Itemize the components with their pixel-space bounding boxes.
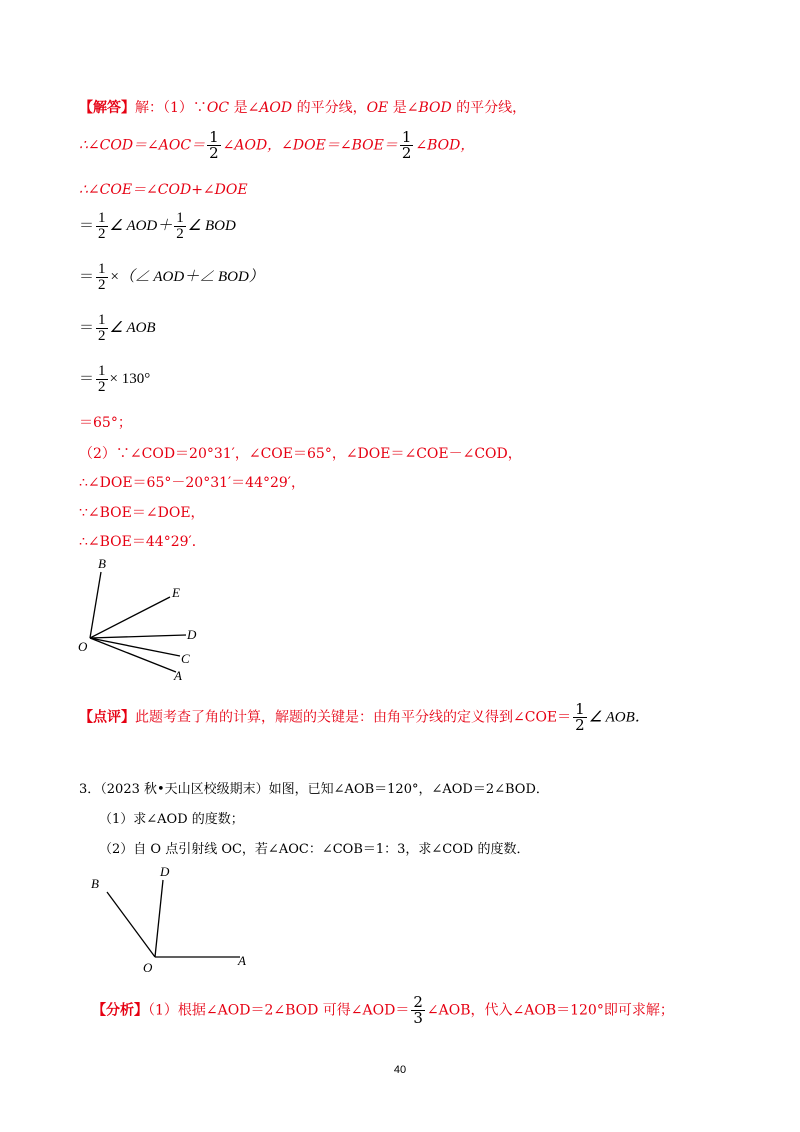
question-3-part-1: （1）求∠AOD 的度数； [99, 812, 244, 827]
point-label-o: O [143, 960, 153, 975]
point-label-d: D [187, 627, 197, 642]
angle-figure-1 [70, 555, 220, 690]
solution-line-12: ∴∠BOE＝44°29′． [79, 534, 206, 550]
solution-tag: 【解答】 [79, 100, 135, 116]
point-label-c: C [181, 651, 190, 666]
solution-line-9: （2）∵∠COD＝20°31′，∠COE＝65°，∠DOE＝∠COE－∠COD， [79, 446, 522, 462]
solution-line-6: ＝ $\frac{1}{2}$ ∠ AOB [79, 312, 156, 344]
point-label-a: A [174, 668, 182, 683]
question-3-part-2: （2）自 O 点引射线 OC，若∠AOC：∠COB＝1：3，求∠COD 的度数． [99, 842, 530, 857]
question-number: 3． [79, 782, 101, 797]
point-label-e: E [172, 585, 180, 600]
solution-line-2: ∴∠COD＝∠AOC＝ $\frac{1}{2}$ ∠AOD，∠DOE＝∠BOE＝ $\frac{1}{2}$ ∠BOD， [79, 128, 475, 162]
analysis-tag: 【分析】 [92, 1002, 148, 1019]
solution-line-8: ＝65°； [79, 415, 132, 431]
comment-line: 【点评】此题考查了角的计算，解题的关键是：由角平分线的定义得到∠COE＝ $\frac{1}{2}$ ∠ AOB． [79, 700, 650, 734]
point-label-o: O [78, 639, 88, 654]
solution-line-5: ＝ $\frac{1}{2}$ ×（∠ AOD＋∠ BOD） [79, 261, 264, 293]
point-label-b: B [98, 556, 106, 571]
point-label-b: B [91, 876, 99, 891]
angle-figure-2 [85, 860, 265, 980]
page-number: 40 [393, 1064, 407, 1076]
solution-line-4: ＝ $\frac{1}{2}$ ∠ AOD＋ $\frac{1}{2}$ ∠ BOD [79, 210, 236, 242]
comment-tag: 【点评】 [79, 709, 135, 726]
point-label-a: A [238, 953, 246, 968]
solution-line-1: 【解答】解：（1）∵OC 是∠AOD 的平分线，OE 是∠BOD 的平分线， [79, 100, 527, 116]
analysis-line: 【分析】（1）根据∠AOD＝2∠BOD 可得∠AOD＝ $\frac{2}{3}$ ∠AOB，代入∠AOB＝120°即可求解； [92, 993, 674, 1027]
solution-line-10: ∴∠DOE＝65°－20°31′＝44°29′， [79, 475, 305, 491]
question-3-line: 3．（2023 秋•天山区校级期末）如图，已知∠AOB＝120°，∠AOD＝2∠BOD． [79, 782, 549, 797]
fraction-half: $\frac{1}{2}$ [401, 128, 412, 162]
point-label-d: D [160, 864, 170, 879]
solution-line-3: ∴∠COE＝∠COD+∠DOE [79, 182, 248, 198]
solution-line-11: ∵∠BOE＝∠DOE， [79, 505, 205, 521]
fraction-two-thirds: $\frac{2}{3}$ [413, 993, 423, 1027]
fraction-half: $\frac{1}{2}$ [209, 128, 219, 162]
solution-line-7: ＝ $\frac{1}{2}$ × 130° [79, 363, 151, 395]
